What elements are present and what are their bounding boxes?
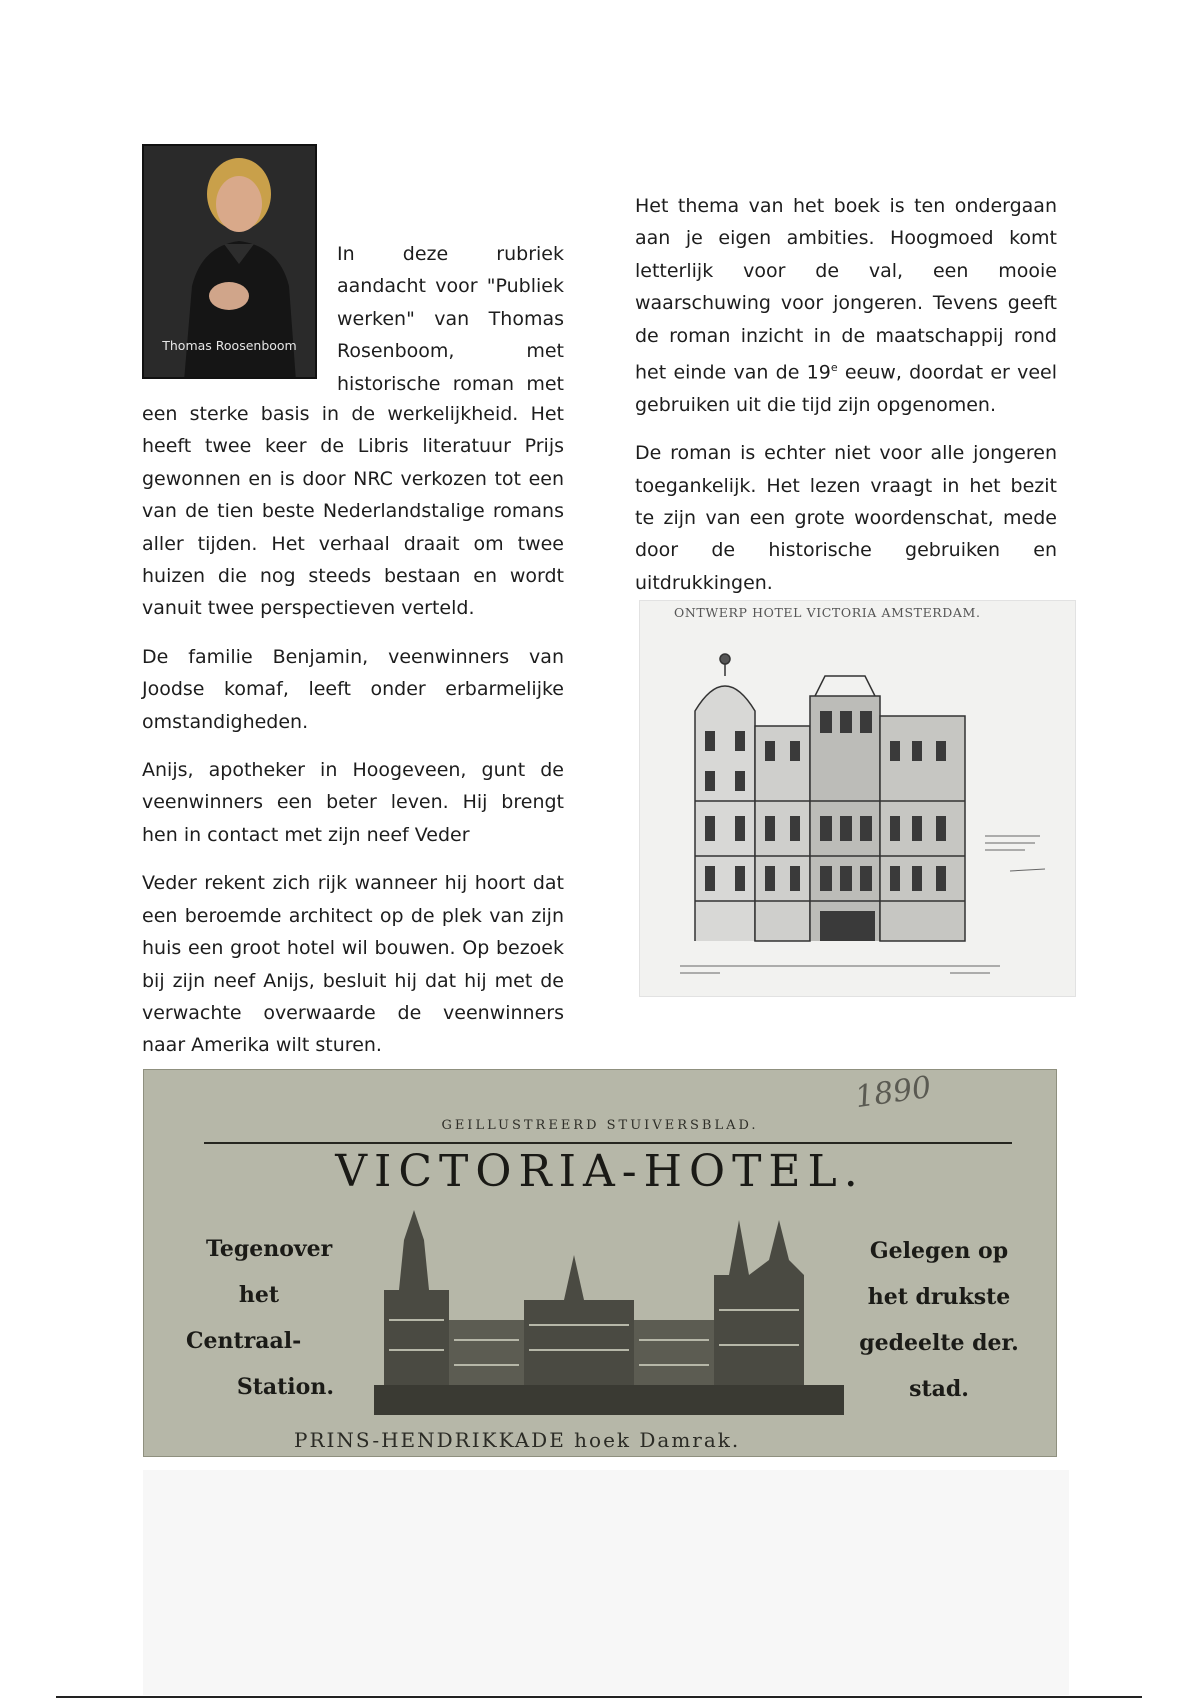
blank-area	[143, 1470, 1069, 1695]
intro-text: In deze rubriek aandacht voor "Publiek werken" van Thomas Rosenboom, met historische roman met	[337, 243, 564, 395]
theme-text-b: eeuw, doordat er veel gebruiken uit die tijd zijn opgenomen.	[635, 361, 1057, 416]
handwritten-year: 1890	[852, 1069, 934, 1116]
ad-left-text	[184, 1226, 334, 1410]
right-column	[635, 190, 1057, 599]
bottom-rule	[56, 1696, 1142, 1698]
ad-left-line: Tegenover	[206, 1236, 333, 1262]
paragraph-3: Anijs, apotheker in Hoogeveen, gunt de veenwinners een beter leven. Hij brengt hen in contact met zijn neef Veder	[142, 759, 564, 846]
theme-text-a: Het thema van het boek is ten ondergaan aan je eigen ambities. Hoogmoed komt letterlijk voor de val, een mooie waarschuwing voor jongeren. Tevens geeft de roman inzicht in de maatschappij rond het einde van de 19	[635, 195, 1057, 384]
ad-title: VICTORIA-HOTEL.	[335, 1146, 865, 1197]
street-engraving	[374, 1200, 844, 1415]
paragraph-accessibility: De roman is echter niet voor alle jongeren toegankelijk. Het lezen vraagt in het bezit te zijn van een grote woordenschat, mede door de historische gebruiken en uitdrukkingen.	[635, 442, 1057, 594]
victoria-hotel-advertisement	[143, 1069, 1057, 1457]
ad-right-text	[859, 1228, 1019, 1412]
building-elevation	[640, 601, 1075, 996]
hotel-drawing	[639, 600, 1076, 997]
ad-left-line: Station.	[236, 1374, 334, 1400]
ad-left-line: het	[238, 1282, 280, 1308]
ad-footer: PRINS-HENDRIKKADE hoek Damrak.	[294, 1428, 741, 1452]
superscript: e	[830, 361, 838, 375]
ad-right-line: het drukste	[867, 1284, 1011, 1310]
ad-left-line: Centraal-	[186, 1328, 302, 1354]
left-column	[142, 398, 564, 1062]
drawing-title: ONTWERP HOTEL VICTORIA AMSTERDAM.	[674, 605, 981, 620]
paragraph-2: De familie Benjamin, veenwinners van Joodse komaf, leeft onder erbarmelijke omstandigheden.	[142, 645, 564, 733]
paragraph-theme	[635, 190, 1057, 421]
paragraph-4: Veder rekent zich rijk wanneer hij hoort dat een beroemde architect op de plek van zijn huis een groot hotel wil bouwen. Op bezoek bij zijn neef Anijs, besluit hij dat hij met de verwachte overwaarde de veenwinners naar Amerika wilt sturen.	[142, 872, 564, 1057]
paragraph-1: een sterke basis in de werkelijkheid. Het heeft twee keer de Libris literatuur Prijs gewonnen en is door NRC verkozen tot een van de tien beste Nederlandstalige romans aller tijden. Het verhaal draait om twee huizen die nog steeds bestaan en wordt vanuit twee perspectieven verteld.	[142, 403, 564, 620]
ad-rule	[204, 1142, 1012, 1144]
ad-right-line: stad.	[909, 1376, 969, 1402]
ad-right-line: Gelegen op	[869, 1238, 1009, 1264]
ad-right-line: gedeelte der.	[859, 1330, 1019, 1356]
ad-subtitle: GEILLUSTREERD STUIVERSBLAD.	[441, 1118, 759, 1133]
photo-caption: Thomas Roosenboom	[162, 338, 297, 353]
author-photo	[142, 144, 317, 379]
